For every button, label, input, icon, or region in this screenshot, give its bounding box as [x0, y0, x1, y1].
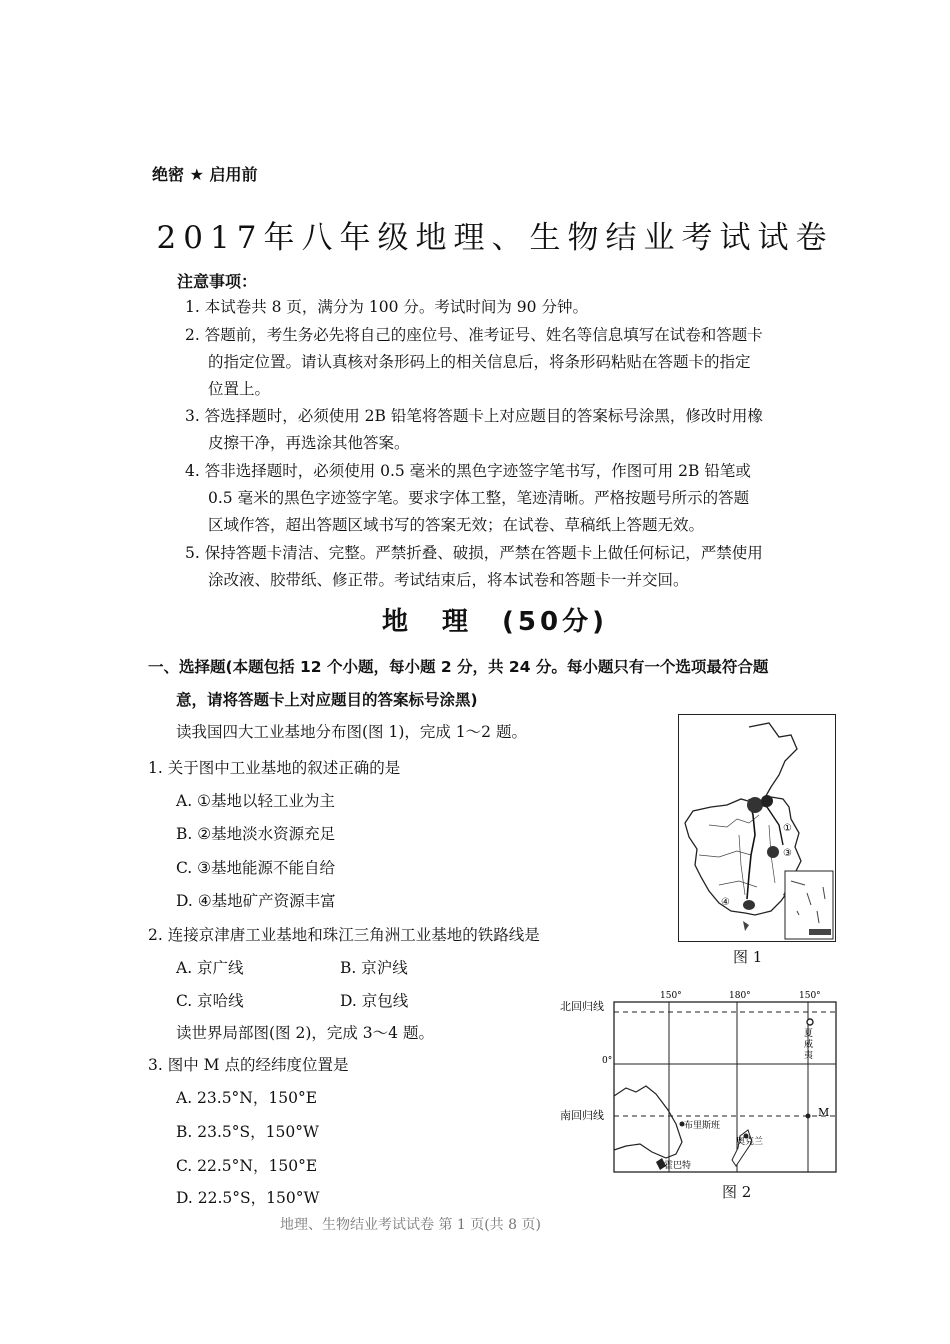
place-label-char: 夏: [804, 1029, 814, 1039]
notice-line: 1. 本试卷共 8 页，满分为 100 分。考试时间为 90 分钟。: [185, 298, 588, 316]
notice-heading: 注意事项：: [177, 272, 258, 291]
option: D. 京包线: [340, 992, 409, 1010]
place-label-char: 威: [804, 1040, 814, 1050]
latitude-label: 北回归线: [560, 1000, 604, 1013]
notice-line: 区域作答，超出答题区域书写的答案无效；在试卷、草稿纸上答题无效。: [208, 516, 705, 534]
longitude-label: 150°: [799, 991, 821, 1001]
page-footer: 地理、生物结业考试试卷 第 1 页(共 8 页): [280, 1217, 541, 1233]
notice-line: 的指定位置。请认真核对条形码上的相关信息后，将条形码粘贴在答题卡的指定: [208, 353, 751, 371]
hawaii-label: [804, 1028, 813, 1061]
figure-caption: 图 1: [733, 948, 763, 966]
question-stem: 2. 连接京津唐工业基地和珠江三角洲工业基地的铁路线是: [148, 926, 540, 944]
subject-heading: 地 理 (50分): [382, 607, 608, 637]
option: A. 京广线: [176, 959, 244, 977]
notice-line: 涂改液、胶带纸、修正带。考试结束后，将本试卷和答题卡一并交回。: [208, 571, 689, 589]
notice-line: 3. 答选择题时，必须使用 2B 铅笔将答题卡上对应题目的答案标号涂黑，修改时用橡: [185, 407, 763, 425]
marker-label: ③: [783, 848, 792, 859]
option: A. ①基地以轻工业为主: [176, 792, 335, 810]
figure-caption: 图 2: [722, 1183, 752, 1201]
world-map-drawing: [556, 990, 840, 1174]
notice-line: 4. 答非选择题时，必须使用 0.5 毫米的黑色字迹签字笔书写，作图可用 2B 铅笔或: [185, 462, 751, 480]
question-stem: 3. 图中 M 点的经纬度位置是: [148, 1056, 349, 1074]
option: D. 22.5°S，150°W: [176, 1189, 320, 1207]
exam-title: 2017年八年级地理、生物结业考试试卷: [156, 220, 834, 256]
option: C. 京哈线: [176, 992, 244, 1010]
notice-line: 0.5 毫米的黑色字迹签字笔。要求字体工整，笔迹清晰。严格按题号所示的答题: [208, 489, 750, 507]
reading-instruction: 读我国四大工业基地分布图(图 1)，完成 1～2 题。: [176, 723, 527, 741]
notice-line: 2. 答题前，考生务必先将自己的座位号、准考证号、姓名等信息填写在试卷和答题卡: [185, 326, 763, 344]
world-map-figure: [556, 990, 840, 1174]
marker-label: ④: [721, 897, 730, 908]
option: B. ②基地淡水资源充足: [176, 825, 336, 843]
latitude-label: 南回归线: [560, 1109, 604, 1122]
place-label: 奥克兰: [736, 1137, 764, 1147]
option: A. 23.5°N，150°E: [176, 1089, 318, 1107]
place-label-char: 夷: [804, 1051, 814, 1061]
question-stem: 1. 关于图中工业基地的叙述正确的是: [148, 759, 401, 777]
china-map-figure: [678, 714, 836, 942]
option: C. ③基地能源不能自给: [176, 859, 336, 877]
place-label: 布里斯班: [684, 1121, 721, 1131]
notice-line: 位置上。: [208, 380, 271, 398]
section-heading: 一、选择题(本题包括 12 个小题，每小题 2 分，共 24 分。每小题只有一个选项最符合题: [148, 658, 769, 676]
notice-line: 5. 保持答题卡清洁、完整。严禁折叠、破损，严禁在答题卡上做任何标记，严禁使用: [185, 544, 763, 562]
option: B. 京沪线: [340, 959, 408, 977]
option: C. 22.5°N，150°E: [176, 1157, 318, 1175]
longitude-label: 150°: [660, 991, 682, 1001]
option: B. 23.5°S，150°W: [176, 1123, 319, 1141]
svg-text:夏威夷: [804, 1028, 813, 1061]
place-label: 霍巴特: [664, 1161, 692, 1171]
marker-label: ①: [783, 823, 792, 834]
notice-line: 皮擦干净，再选涂其他答案。: [208, 434, 410, 452]
china-map-drawing: [679, 715, 835, 941]
option: D. ④基地矿产资源丰富: [176, 892, 336, 910]
section-heading-cont: 意，请将答题卡上对应题目的答案标号涂黑): [176, 691, 478, 709]
latitude-label: 0°: [602, 1056, 613, 1066]
point-label: M: [818, 1106, 830, 1119]
reading-instruction: 读世界局部图(图 2)，完成 3～4 题。: [176, 1024, 434, 1042]
confidential-mark: 绝密 ★ 启用前: [152, 165, 258, 184]
longitude-label: 180°: [729, 991, 751, 1001]
